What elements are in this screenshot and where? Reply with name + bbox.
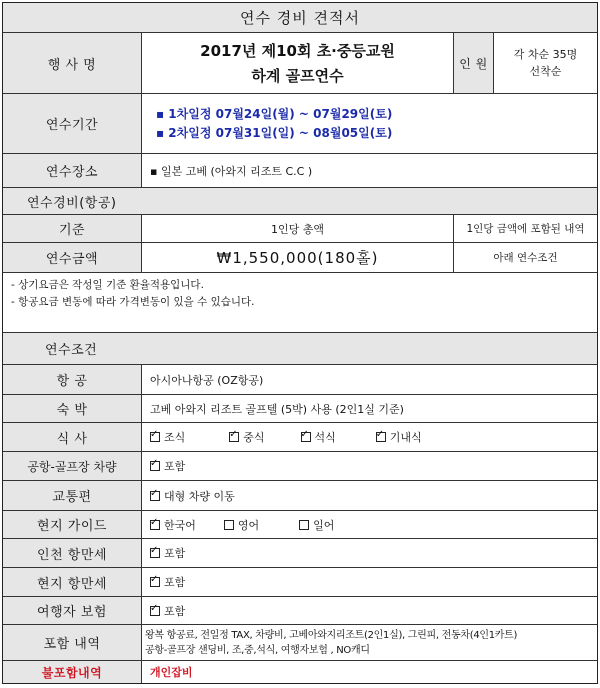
- period-label: 연수기간: [3, 94, 141, 153]
- event-row: [3, 33, 597, 94]
- checkbox-icon[interactable]: [376, 432, 386, 442]
- guide-option-label: 일어: [313, 518, 335, 532]
- meals-label: 식 사: [3, 423, 141, 451]
- cost-header-row: [3, 188, 597, 215]
- meal-option-label: 기내식: [389, 431, 422, 444]
- amount-row: [3, 243, 597, 273]
- cost-header: 연수경비(항공): [27, 195, 117, 211]
- airline-value: 아시아나항공 (OZ항공): [141, 365, 597, 394]
- amount-value: ₩1,550,000(180홀): [141, 243, 453, 272]
- headcount-line1: 각 차순 35명: [513, 48, 578, 61]
- notes-block: [3, 273, 597, 315]
- insurance-option-label: 포함: [164, 604, 186, 618]
- transfer-option-label: 포함: [164, 460, 186, 473]
- checkbox-icon[interactable]: [301, 432, 311, 442]
- incheon-tax-option-label: 포함: [164, 547, 186, 560]
- headcount-label: 인 원: [453, 33, 493, 93]
- excluded-value: 개인잡비: [141, 661, 597, 683]
- lodging-value: 고베 아와지 리조트 골프텔 (5박) 사용 (2인1실 기준): [141, 395, 597, 422]
- meals-options: [141, 423, 597, 451]
- insurance-option[interactable]: [150, 603, 185, 619]
- meals-row: [3, 423, 597, 452]
- included-label: 포함 내역: [3, 625, 141, 660]
- guide-option-english[interactable]: [224, 517, 259, 533]
- quote-document: [2, 2, 598, 684]
- local-tax-option[interactable]: [150, 574, 185, 590]
- guide-option-korean[interactable]: [150, 517, 196, 533]
- guide-options: [141, 511, 597, 538]
- meal-option-lunch[interactable]: [229, 429, 264, 445]
- transfer-option[interactable]: [150, 458, 185, 474]
- guide-option-japanese[interactable]: [299, 517, 334, 533]
- guide-row: [3, 511, 597, 539]
- period-line-2: ▪ 2차일정 07월31일(일) ~ 08월05일(토): [156, 125, 393, 140]
- basis-note: 1인당 금액에 포함된 내역: [453, 215, 597, 242]
- place-row: [3, 154, 597, 188]
- guide-option-label: 한국어: [164, 518, 196, 532]
- meal-option-label: 조식: [164, 431, 186, 444]
- period-row: [3, 94, 597, 154]
- conditions-header: 연수조건: [45, 343, 98, 358]
- amount-note: 아래 연수조건: [453, 243, 597, 272]
- place-label: 연수장소: [3, 154, 141, 187]
- local-tax-option-label: 포함: [164, 576, 186, 589]
- excluded-row: [3, 661, 597, 683]
- transfer-value: [141, 452, 597, 480]
- checkbox-icon[interactable]: [150, 491, 160, 501]
- checkbox-icon[interactable]: [150, 461, 160, 471]
- checkbox-icon[interactable]: [150, 548, 160, 558]
- incheon-tax-value: [141, 539, 597, 567]
- excluded-label: 불포함내역: [3, 661, 141, 683]
- period-value: [141, 94, 597, 153]
- note-2: - 항공요금 변동에 따라 가격변동이 있을 수 있습니다.: [11, 296, 255, 308]
- event-name-line1: 2017년 제10회 초·중등교원: [200, 42, 395, 60]
- title-row: [3, 3, 597, 33]
- notes-row: [3, 273, 597, 333]
- basis-row: [3, 215, 597, 243]
- transport-option[interactable]: [150, 488, 235, 504]
- checkbox-icon[interactable]: [150, 432, 160, 442]
- meal-option-breakfast[interactable]: [150, 429, 185, 445]
- included-row: [3, 625, 597, 661]
- meal-option-label: 석식: [314, 431, 336, 444]
- local-tax-value: [141, 568, 597, 596]
- insurance-value: [141, 597, 597, 624]
- transport-option-label: 대형 차량 이동: [164, 489, 235, 503]
- meal-option-inflight[interactable]: [376, 429, 422, 445]
- incheon-tax-row: [3, 539, 597, 568]
- checkbox-icon[interactable]: [229, 432, 239, 442]
- incheon-tax-option[interactable]: [150, 545, 185, 561]
- meal-option-label: 중식: [243, 431, 265, 444]
- incheon-tax-label: 인천 항만세: [3, 539, 141, 567]
- transfer-row: [3, 452, 597, 481]
- event-name-line2: 하계 골프연수: [251, 67, 344, 85]
- airline-label: 항 공: [3, 365, 141, 394]
- checkbox-icon[interactable]: [299, 520, 309, 530]
- transport-label: 교통편: [3, 481, 141, 510]
- local-tax-label: 현지 항만세: [3, 568, 141, 596]
- transfer-label: 공항-골프장 차량: [3, 452, 141, 480]
- transport-row: [3, 481, 597, 511]
- document-title: 연수 경비 견적서: [240, 9, 360, 27]
- checkbox-icon[interactable]: [224, 520, 234, 530]
- event-label: 행 사 명: [3, 33, 141, 93]
- basis-value: 1인당 총액: [141, 215, 453, 242]
- headcount-line2: 선착순: [529, 65, 562, 78]
- checkbox-icon[interactable]: [150, 577, 160, 587]
- guide-label: 현지 가이드: [3, 511, 141, 538]
- period-line-1: ▪ 1차일정 07월24일(월) ~ 07월29일(토): [156, 106, 393, 121]
- headcount-value: [493, 33, 597, 93]
- airline-row: [3, 365, 597, 395]
- included-value: [141, 625, 597, 660]
- lodging-row: [3, 395, 597, 423]
- insurance-row: [3, 597, 597, 625]
- amount-label: 연수금액: [3, 243, 141, 272]
- place-value: ▪ 일본 고베 (아와지 리조트 C.C ): [141, 154, 597, 187]
- insurance-label: 여행자 보험: [3, 597, 141, 624]
- included-line-1: 왕복 항공료, 전일정 TAX, 차량비, 고베아와지리조트(2인1실), 그린피, 전동차(4인1카트): [145, 629, 518, 641]
- checkbox-icon[interactable]: [150, 606, 160, 616]
- event-name: [141, 33, 453, 93]
- included-line-2: 공항-골프장 샌딩비, 조,중,석식, 여행자보험 , NO캐디: [145, 644, 370, 656]
- note-1: - 상기요금은 작성일 기준 환율적용입니다.: [11, 279, 204, 291]
- meal-option-dinner[interactable]: [301, 429, 336, 445]
- basis-label: 기준: [3, 215, 141, 242]
- transport-value: [141, 481, 597, 510]
- guide-option-label: 영어: [237, 518, 260, 532]
- checkbox-icon[interactable]: [150, 520, 160, 530]
- conditions-header-row: [3, 333, 597, 365]
- lodging-label: 숙 박: [3, 395, 141, 422]
- local-tax-row: [3, 568, 597, 597]
